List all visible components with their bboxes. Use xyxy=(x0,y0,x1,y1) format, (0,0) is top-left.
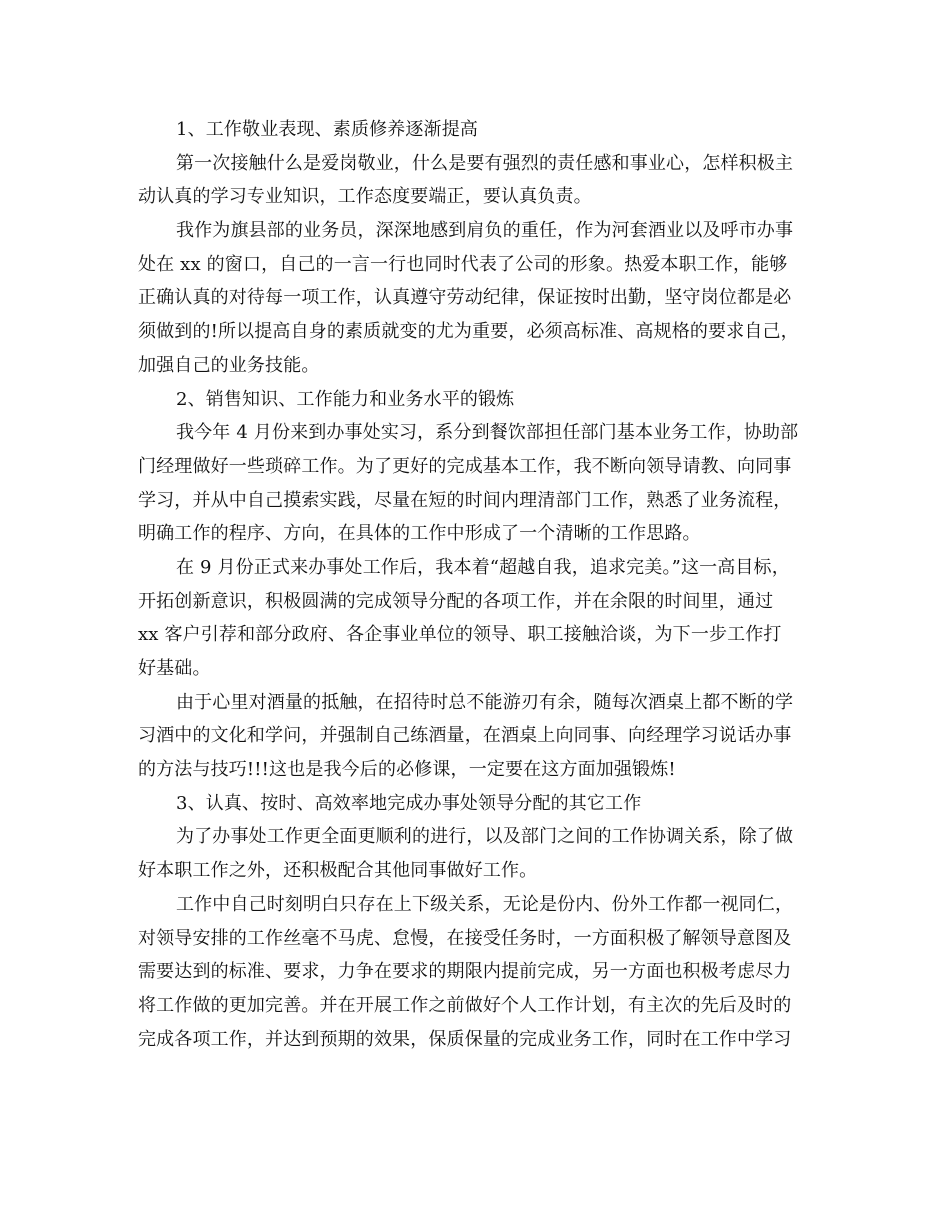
paragraph-line: 好基础。 xyxy=(138,658,211,679)
heading-3: 3、认真、按时、高效率地完成办事处领导分配的其它工作 xyxy=(176,792,642,814)
paragraph-line: xx 客户引荐和部分政府、各企事业单位的领导、职工接触洽谈，为下一步工作打 xyxy=(138,624,782,646)
paragraph-line: 在 9 月份正式来办事处工作后，我本着“超越自我，追求完美。”这一高目标， xyxy=(176,556,790,578)
paragraph-line: 工作中自己时刻明白只存在上下级关系，无论是份内、份外工作都一视同仁， xyxy=(176,893,794,915)
paragraph-line: 需要达到的标准、要求，力争在要求的期限内提前完成，另一方面也积极考虑尽力 xyxy=(138,961,792,983)
paragraph-line: 我今年 4 月份来到办事处实习，系分到餐饮部担任部门基本业务工作，协助部 xyxy=(176,422,799,444)
paragraph-line: 明确工作的程序、方向，在具体的工作中形成了一个清晰的工作思路。 xyxy=(138,523,701,545)
paragraph-line: 好本职工作之外，还积极配合其他同事做好工作。 xyxy=(138,860,538,882)
document-body xyxy=(138,113,818,1056)
paragraph-line: 处在 xx 的窗口，自己的一言一行也同时代表了公司的形象。热爱本职工作，能够 xyxy=(138,253,788,275)
paragraph-line: 开拓创新意识，积极圆满的完成领导分配的各项工作，并在余限的时间里，通过 xyxy=(138,590,774,612)
paragraph-line: 的方法与技巧!!!这也是我今后的必修课，一定要在这方面加强锻炼! xyxy=(138,759,676,781)
paragraph-line: 动认真的学习专业知识，工作态度要端正，要认真负责。 xyxy=(138,186,592,208)
paragraph-line: 习酒中的文化和学问，并强制自己练酒量，在酒桌上向同事、向经理学习说话办事 xyxy=(138,725,792,747)
paragraph-line: 第一次接触什么是爱岗敬业，什么是要有强烈的责任感和事业心，怎样积极主 xyxy=(176,152,794,174)
paragraph-line: 我作为旗县部的业务员，深深地感到肩负的重任，作为河套酒业以及呼市办事 xyxy=(176,220,794,242)
paragraph-line: 对领导安排的工作丝毫不马虎、怠慢，在接受任务时，一方面积极了解领导意图及 xyxy=(138,927,792,949)
paragraph-line: 将工作做的更加完善。并在开展工作之前做好个人工作计划，有主次的先后及时的 xyxy=(138,994,792,1016)
paragraph-line: 须做到的!所以提高自身的素质就变的尤为重要，必须高标准、高规格的要求自己， xyxy=(138,321,799,343)
heading-2: 2、销售知识、工作能力和业务水平的锻炼 xyxy=(176,388,515,410)
paragraph-line: 完成各项工作，并达到预期的效果，保质保量的完成业务工作，同时在工作中学习 xyxy=(138,1028,792,1050)
heading-1: 1、工作敬业表现、素质修养逐渐提高 xyxy=(176,119,479,140)
paragraph-line: 学习，并从中自己摸索实践，尽量在短的时间内理清部门工作，熟悉了业务流程， xyxy=(138,489,792,511)
paragraph-line: 由于心里对酒量的抵触，在招待时总不能游刃有余，随每次酒桌上都不断的学 xyxy=(176,691,794,713)
paragraph-line: 为了办事处工作更全面更顺利的进行，以及部门之间的工作协调关系，除了做 xyxy=(176,826,794,848)
paragraph-line: 门经理做好一些琐碎工作。为了更好的完成基本工作，我不断向领导请教、向同事 xyxy=(138,455,792,477)
paragraph-line: 加强自己的业务技能。 xyxy=(138,354,320,376)
paragraph-line: 正确认真的对待每一项工作，认真遵守劳动纪律，保证按时出勤，坚守岗位都是必 xyxy=(138,287,792,309)
